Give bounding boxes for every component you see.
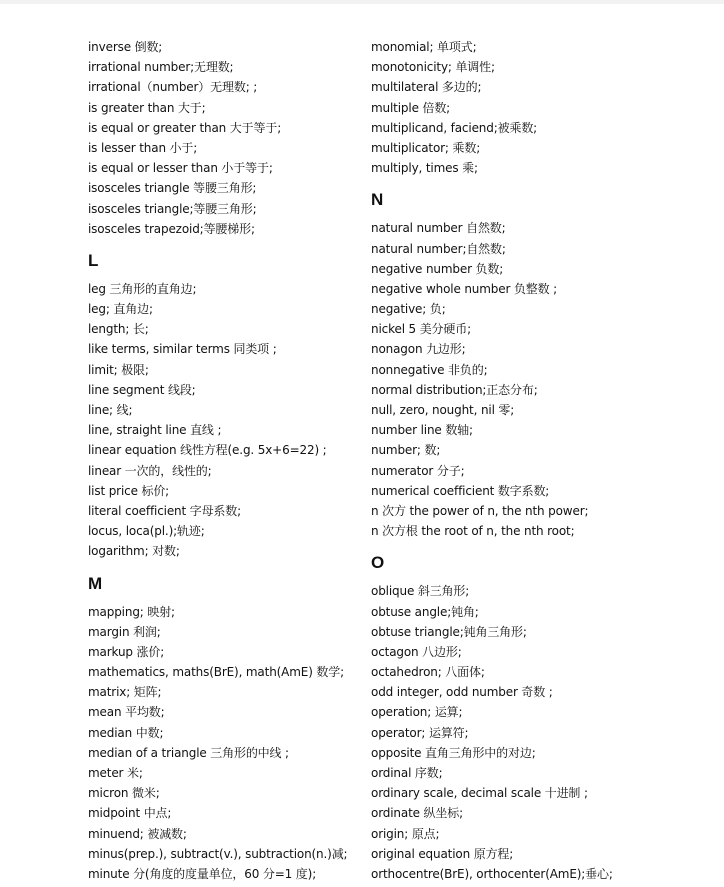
glossary-entry: mean 平均数;	[88, 705, 165, 720]
glossary-entry: origin; 原点;	[371, 826, 440, 841]
glossary-entry: length; 长;	[88, 322, 149, 337]
glossary-entry: operation; 运算;	[371, 705, 463, 720]
glossary-entry: markup 涨价;	[88, 644, 165, 659]
glossary-entry: is greater than 大于;	[88, 100, 206, 115]
glossary-entry: number; 数;	[371, 443, 441, 458]
glossary-entry: leg; 直角边;	[88, 302, 153, 317]
glossary-entry: ordinate 纵坐标;	[371, 806, 463, 821]
glossary-entry: ordinary scale, decimal scale 十进制 ;	[371, 786, 588, 801]
glossary-entry: oblique 斜三角形;	[371, 584, 470, 599]
glossary-entry: line, straight line 直线 ;	[88, 423, 222, 438]
glossary-entry: is equal or greater than 大于等于;	[88, 120, 282, 135]
glossary-entry: line segment 线段;	[88, 382, 196, 397]
right-column	[371, 37, 671, 884]
glossary-entry: list price 标价;	[88, 483, 170, 498]
glossary-entry: median of a triangle 三角形的中线 ;	[88, 745, 289, 760]
glossary-entry: matrix; 矩阵;	[88, 685, 162, 700]
glossary-entry: logarithm; 对数;	[88, 544, 180, 559]
glossary-entry: mapping; 映射;	[88, 604, 175, 619]
glossary-entry: natural number;自然数;	[371, 241, 506, 256]
section-m-continued	[371, 37, 671, 178]
glossary-entry: midpoint 中点;	[88, 806, 172, 821]
glossary-entry: median 中数;	[88, 725, 164, 740]
glossary-entry: number line 数轴;	[371, 423, 473, 438]
section-o	[371, 581, 671, 884]
glossary-entry: negative number 负数;	[371, 261, 504, 276]
glossary-entry: n 次方 the power of n, the nth power;	[371, 503, 589, 518]
glossary-entry: normal distribution;正态分布;	[371, 382, 538, 397]
glossary-entry: minuend; 被减数;	[88, 826, 187, 841]
glossary-entry: meter 米;	[88, 766, 143, 780]
glossary-entry: mathematics, maths(BrE), math(AmE) 数学;	[88, 665, 344, 680]
glossary-entry: is lesser than 小于;	[88, 140, 198, 155]
glossary-entry: nickel 5 美分硬币;	[371, 322, 471, 337]
glossary-entry: multiple 倍数;	[371, 100, 451, 115]
glossary-entry: octahedron; 八面体;	[371, 665, 485, 680]
glossary-entry: null, zero, nought, nil 零;	[371, 403, 515, 417]
glossary-entry: literal coefficient 字母系数;	[88, 503, 242, 518]
section-heading-m: M	[88, 573, 103, 593]
glossary-entry: numerical coefficient 数字系数;	[371, 483, 550, 498]
glossary-entry: micron 微米;	[88, 786, 160, 801]
section-heading-l: L	[88, 250, 99, 270]
section-l	[88, 279, 358, 562]
left-column	[88, 37, 358, 884]
glossary-entry: limit; 极限;	[88, 362, 149, 377]
glossary-entry: isosceles trapezoid;等腰梯形;	[88, 221, 255, 236]
glossary-entry: n 次方根 the root of n, the nth root;	[371, 524, 575, 539]
glossary-entry: irrational（number）无理数; ;	[88, 80, 258, 95]
glossary-entry: is equal or lesser than 小于等于;	[88, 161, 273, 176]
glossary-entry: multilateral 多边的;	[371, 80, 482, 95]
glossary-entry: leg 三角形的直角边;	[88, 281, 197, 296]
section-m	[88, 602, 358, 885]
glossary-entry: monomial; 单项式;	[371, 40, 477, 54]
glossary-entry: original equation 原方程;	[371, 846, 514, 861]
section-n	[371, 218, 671, 541]
glossary-entry: opposite 直角三角形中的对边;	[371, 745, 536, 760]
glossary-entry: octagon 八边形;	[371, 644, 462, 659]
section-heading-n: N	[371, 190, 384, 210]
glossary-entry: line; 线;	[88, 403, 133, 417]
glossary-entry: multiplicand, faciend;被乘数;	[371, 120, 538, 135]
glossary-entry: orthocentre(BrE), orthocenter(AmE);垂心;	[371, 866, 613, 881]
glossary-entry: natural number 自然数;	[371, 221, 506, 236]
glossary-entry: linear 一次的，线性的;	[88, 463, 212, 478]
glossary-entry: multiplicator; 乘数;	[371, 140, 481, 155]
glossary-entry: isosceles triangle 等腰三角形;	[88, 181, 257, 196]
glossary-entry: minus(prep.), subtract(v.), subtraction(n.)减;	[88, 846, 348, 861]
glossary-entry: numerator 分子;	[371, 463, 465, 478]
glossary-entry: minute 分(角度的度量单位，60 分=1 度);	[88, 866, 317, 881]
glossary-entry: linear equation 线性方程(e.g. 5x+6=22) ;	[88, 443, 327, 458]
top-rule	[0, 0, 724, 4]
glossary-entry: operator; 运算符;	[371, 725, 469, 740]
glossary-entry: obtuse angle;钝角;	[371, 604, 479, 619]
glossary-entry: inverse 倒数;	[88, 40, 163, 54]
glossary-entry: ordinal 序数;	[371, 766, 443, 780]
glossary-entry: negative whole number 负整数 ;	[371, 281, 558, 296]
glossary-entry: obtuse triangle;钝角三角形;	[371, 624, 527, 639]
glossary-entry: locus, loca(pl.);轨迹;	[88, 524, 205, 539]
section-i	[88, 37, 358, 239]
glossary-entry: like terms, similar terms 同类项 ;	[88, 342, 277, 357]
glossary-entry: monotonicity; 单调性;	[371, 60, 495, 75]
glossary-entry: isosceles triangle;等腰三角形;	[88, 201, 257, 216]
glossary-entry: margin 利润;	[88, 624, 161, 639]
glossary-entry: irrational number;无理数;	[88, 60, 234, 75]
section-heading-o: O	[371, 553, 385, 573]
glossary-entry: nonagon 九边形;	[371, 342, 466, 357]
glossary-entry: odd integer, odd number 奇数 ;	[371, 685, 553, 700]
glossary-entry: negative; 负;	[371, 302, 446, 317]
glossary-entry: multiply, times 乘;	[371, 161, 478, 176]
glossary-entry: nonnegative 非负的;	[371, 362, 488, 377]
